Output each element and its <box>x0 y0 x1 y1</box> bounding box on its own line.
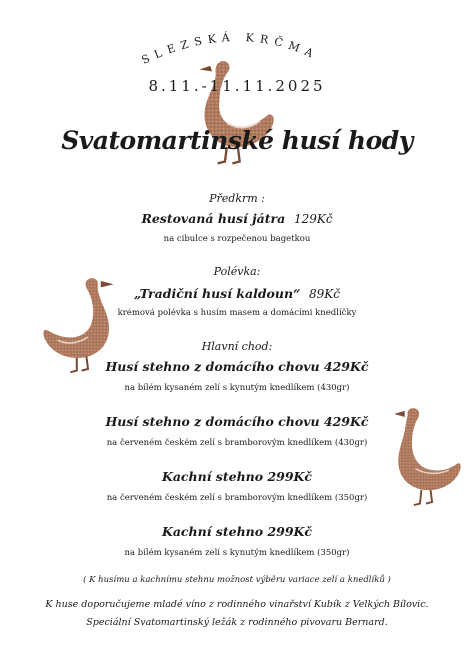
main-dish-3 <box>0 469 474 484</box>
event-dates: 8.11.-11.11.2025 <box>148 77 326 95</box>
main-dish-2 <box>0 414 474 429</box>
soup-label: Polévka: <box>213 265 261 278</box>
dish-name: „Tradiční husí kaldoun“ <box>134 286 301 301</box>
main-desc-1: na bílém kysaném zelí s kynutým knedlíkem (430gr) <box>124 383 350 393</box>
restaurant-name: SLEZSKÁ KRČMA <box>139 30 321 67</box>
dish-price: 89Kč <box>308 287 340 301</box>
dish-name: Kachní stehno <box>161 469 264 484</box>
dish-name: Kachní stehno <box>161 524 264 539</box>
starter-dish <box>0 211 474 226</box>
dish-name: Husí stehno z domácího chovu <box>105 359 320 374</box>
dish-name: Husí stehno z domácího chovu <box>105 414 320 429</box>
dish-price: 299Kč <box>267 469 313 484</box>
page-title: Svatomartinské husí hody <box>61 126 413 155</box>
starter-desc: na cibulce s rozpečenou bagetkou <box>163 234 311 244</box>
beer-recommendation: Speciální Svatomartinský ležák z rodinného pivovaru Bernard. <box>86 617 388 628</box>
main-dish-1 <box>0 359 474 374</box>
variation-note: ( K husímu a kachnímu stehnu možnost výběru variace zelí a knedlíků ) <box>83 575 391 585</box>
starter-label: Předkrm : <box>209 192 265 205</box>
wine-recommendation: K huse doporučujeme mladé víno z rodinného vinařství Kubík z Velkých Bílovic. <box>45 599 429 610</box>
main-desc-3: na červeném českém zelí s bramborovým knedlíkem (350gr) <box>106 493 368 503</box>
dish-price: 429Kč <box>323 414 369 429</box>
main-desc-2: na červeném českém zelí s bramborovým knedlíkem (430gr) <box>106 438 368 448</box>
main-label: Hlavní chod: <box>201 340 273 353</box>
soup-dish <box>0 286 474 301</box>
main-desc-4: na bílém kysaném zelí s kynutým knedlíkem (350gr) <box>124 548 350 558</box>
dish-price: 129Kč <box>293 212 333 226</box>
dish-name: Restovaná husí játra <box>141 211 286 226</box>
arc-title <box>0 0 474 80</box>
dish-price: 299Kč <box>267 524 313 539</box>
dish-price: 429Kč <box>323 359 369 374</box>
main-dish-4 <box>0 524 474 539</box>
soup-desc: krémová polévka s husím masem a domácími knedlíčky <box>117 308 357 318</box>
